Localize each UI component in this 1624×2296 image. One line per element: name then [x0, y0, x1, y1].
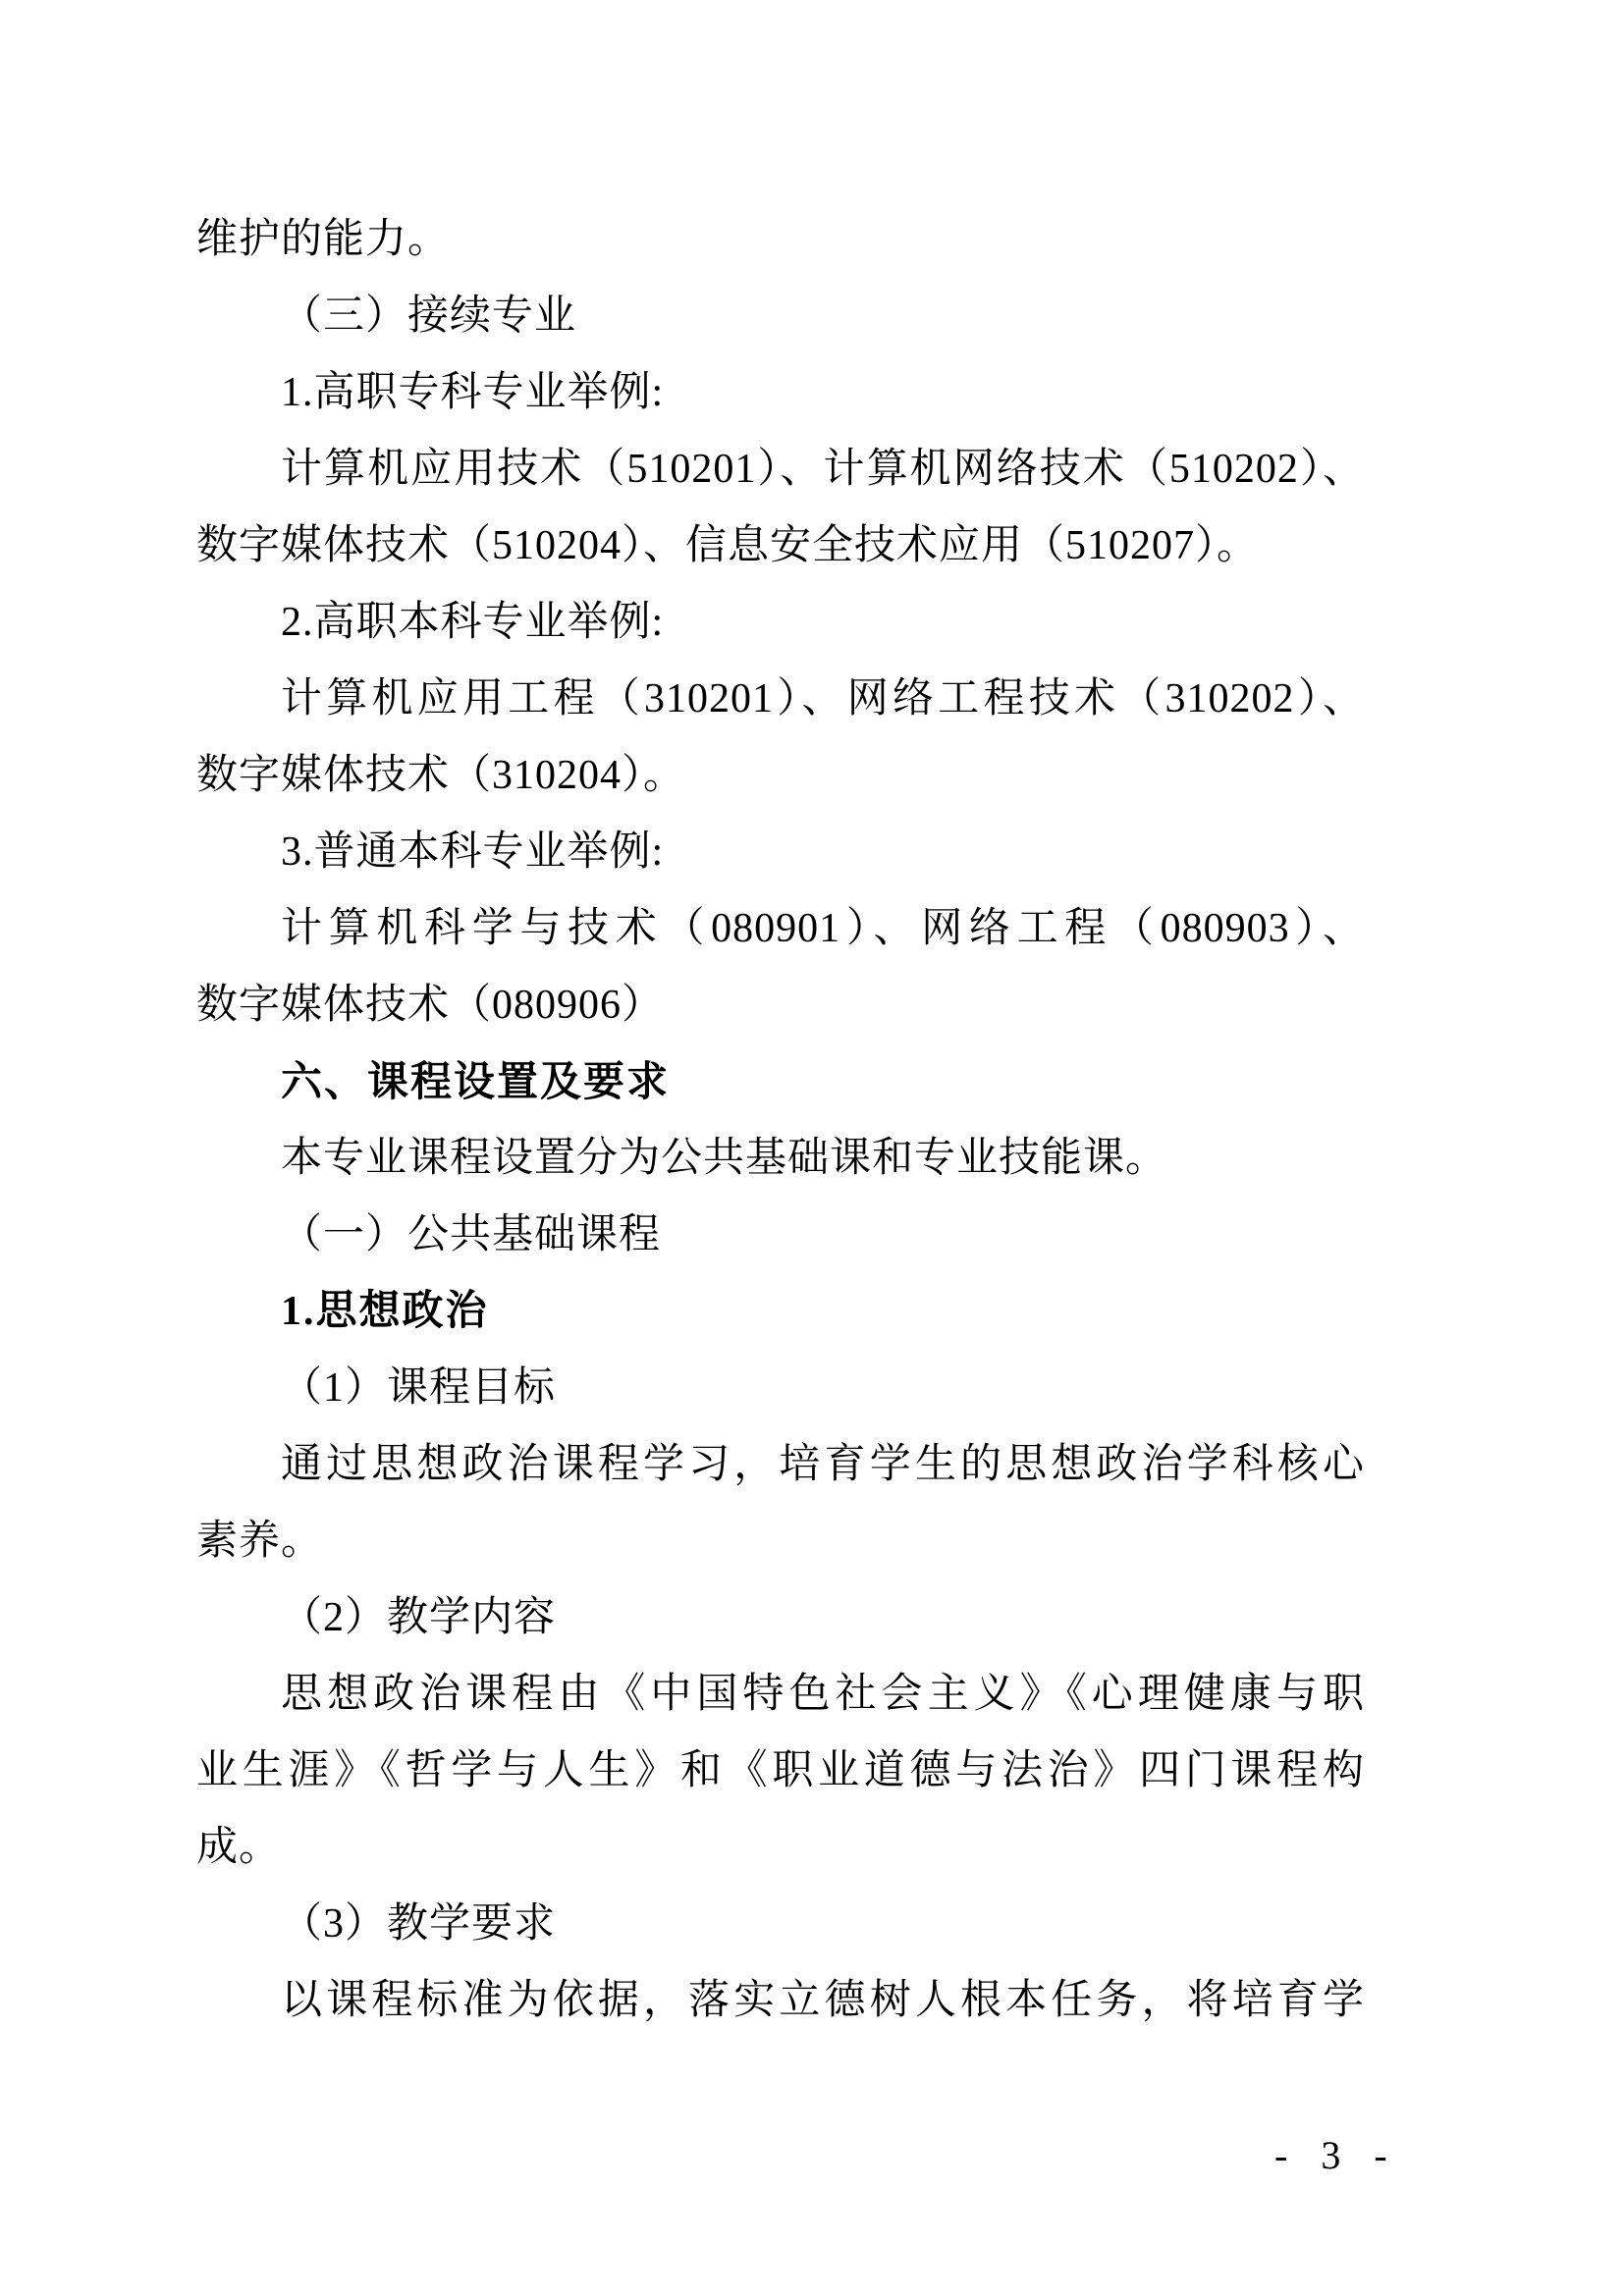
doc-line: 成。	[196, 1825, 282, 1870]
doc-line: 以课程标准为依据，落实立德树人根本任务，将培育学	[281, 1978, 1365, 2023]
page-number: - 3 -	[1274, 2133, 1394, 2177]
doc-line: 2.高职本科专业举例:	[281, 600, 665, 645]
doc-line: 维护的能力。	[196, 217, 451, 262]
doc-line: 计算机应用技术（510201）、计算机网络技术（510202）、	[281, 447, 1365, 492]
doc-line: 本专业课程设置分为公共基础课和专业技能课。	[281, 1136, 1168, 1181]
doc-line: （2）教学内容	[281, 1595, 557, 1640]
doc-line: 数字媒体技术（080906）	[196, 983, 665, 1028]
doc-line: （3）教学要求	[281, 1901, 557, 1947]
doc-line: 素养。	[196, 1519, 324, 1564]
doc-line: 计算机应用工程（310201）、网络工程技术（310202）、	[281, 676, 1365, 721]
doc-line: 1.高职专科专业举例:	[281, 370, 665, 415]
doc-line: （一）公共基础课程	[281, 1212, 662, 1257]
doc-line: 计算机科学与技术（080901）、网络工程（080903）、	[281, 906, 1365, 951]
doc-line: 3.普通本科专业举例:	[281, 829, 665, 875]
doc-line: 思想政治课程由《中国特色社会主义》《心理健康与职	[281, 1672, 1365, 1717]
section-heading: 六、课程设置及要求	[281, 1058, 671, 1104]
doc-line: （1）课程目标	[281, 1365, 557, 1411]
document-body	[196, 201, 1365, 2039]
doc-line: 数字媒体技术（310204）。	[196, 753, 686, 798]
doc-line: 业生涯》《哲学与人生》和《职业道德与法治》四门课程构	[196, 1748, 1365, 1793]
course-heading: 1.思想政治	[281, 1289, 489, 1334]
doc-line: 通过思想政治课程学习，培育学生的思想政治学科核心	[281, 1442, 1365, 1487]
doc-line: 数字媒体技术（510204）、信息安全技术应用（510207）。	[196, 523, 1260, 568]
doc-line: （三）接续专业	[281, 294, 577, 339]
